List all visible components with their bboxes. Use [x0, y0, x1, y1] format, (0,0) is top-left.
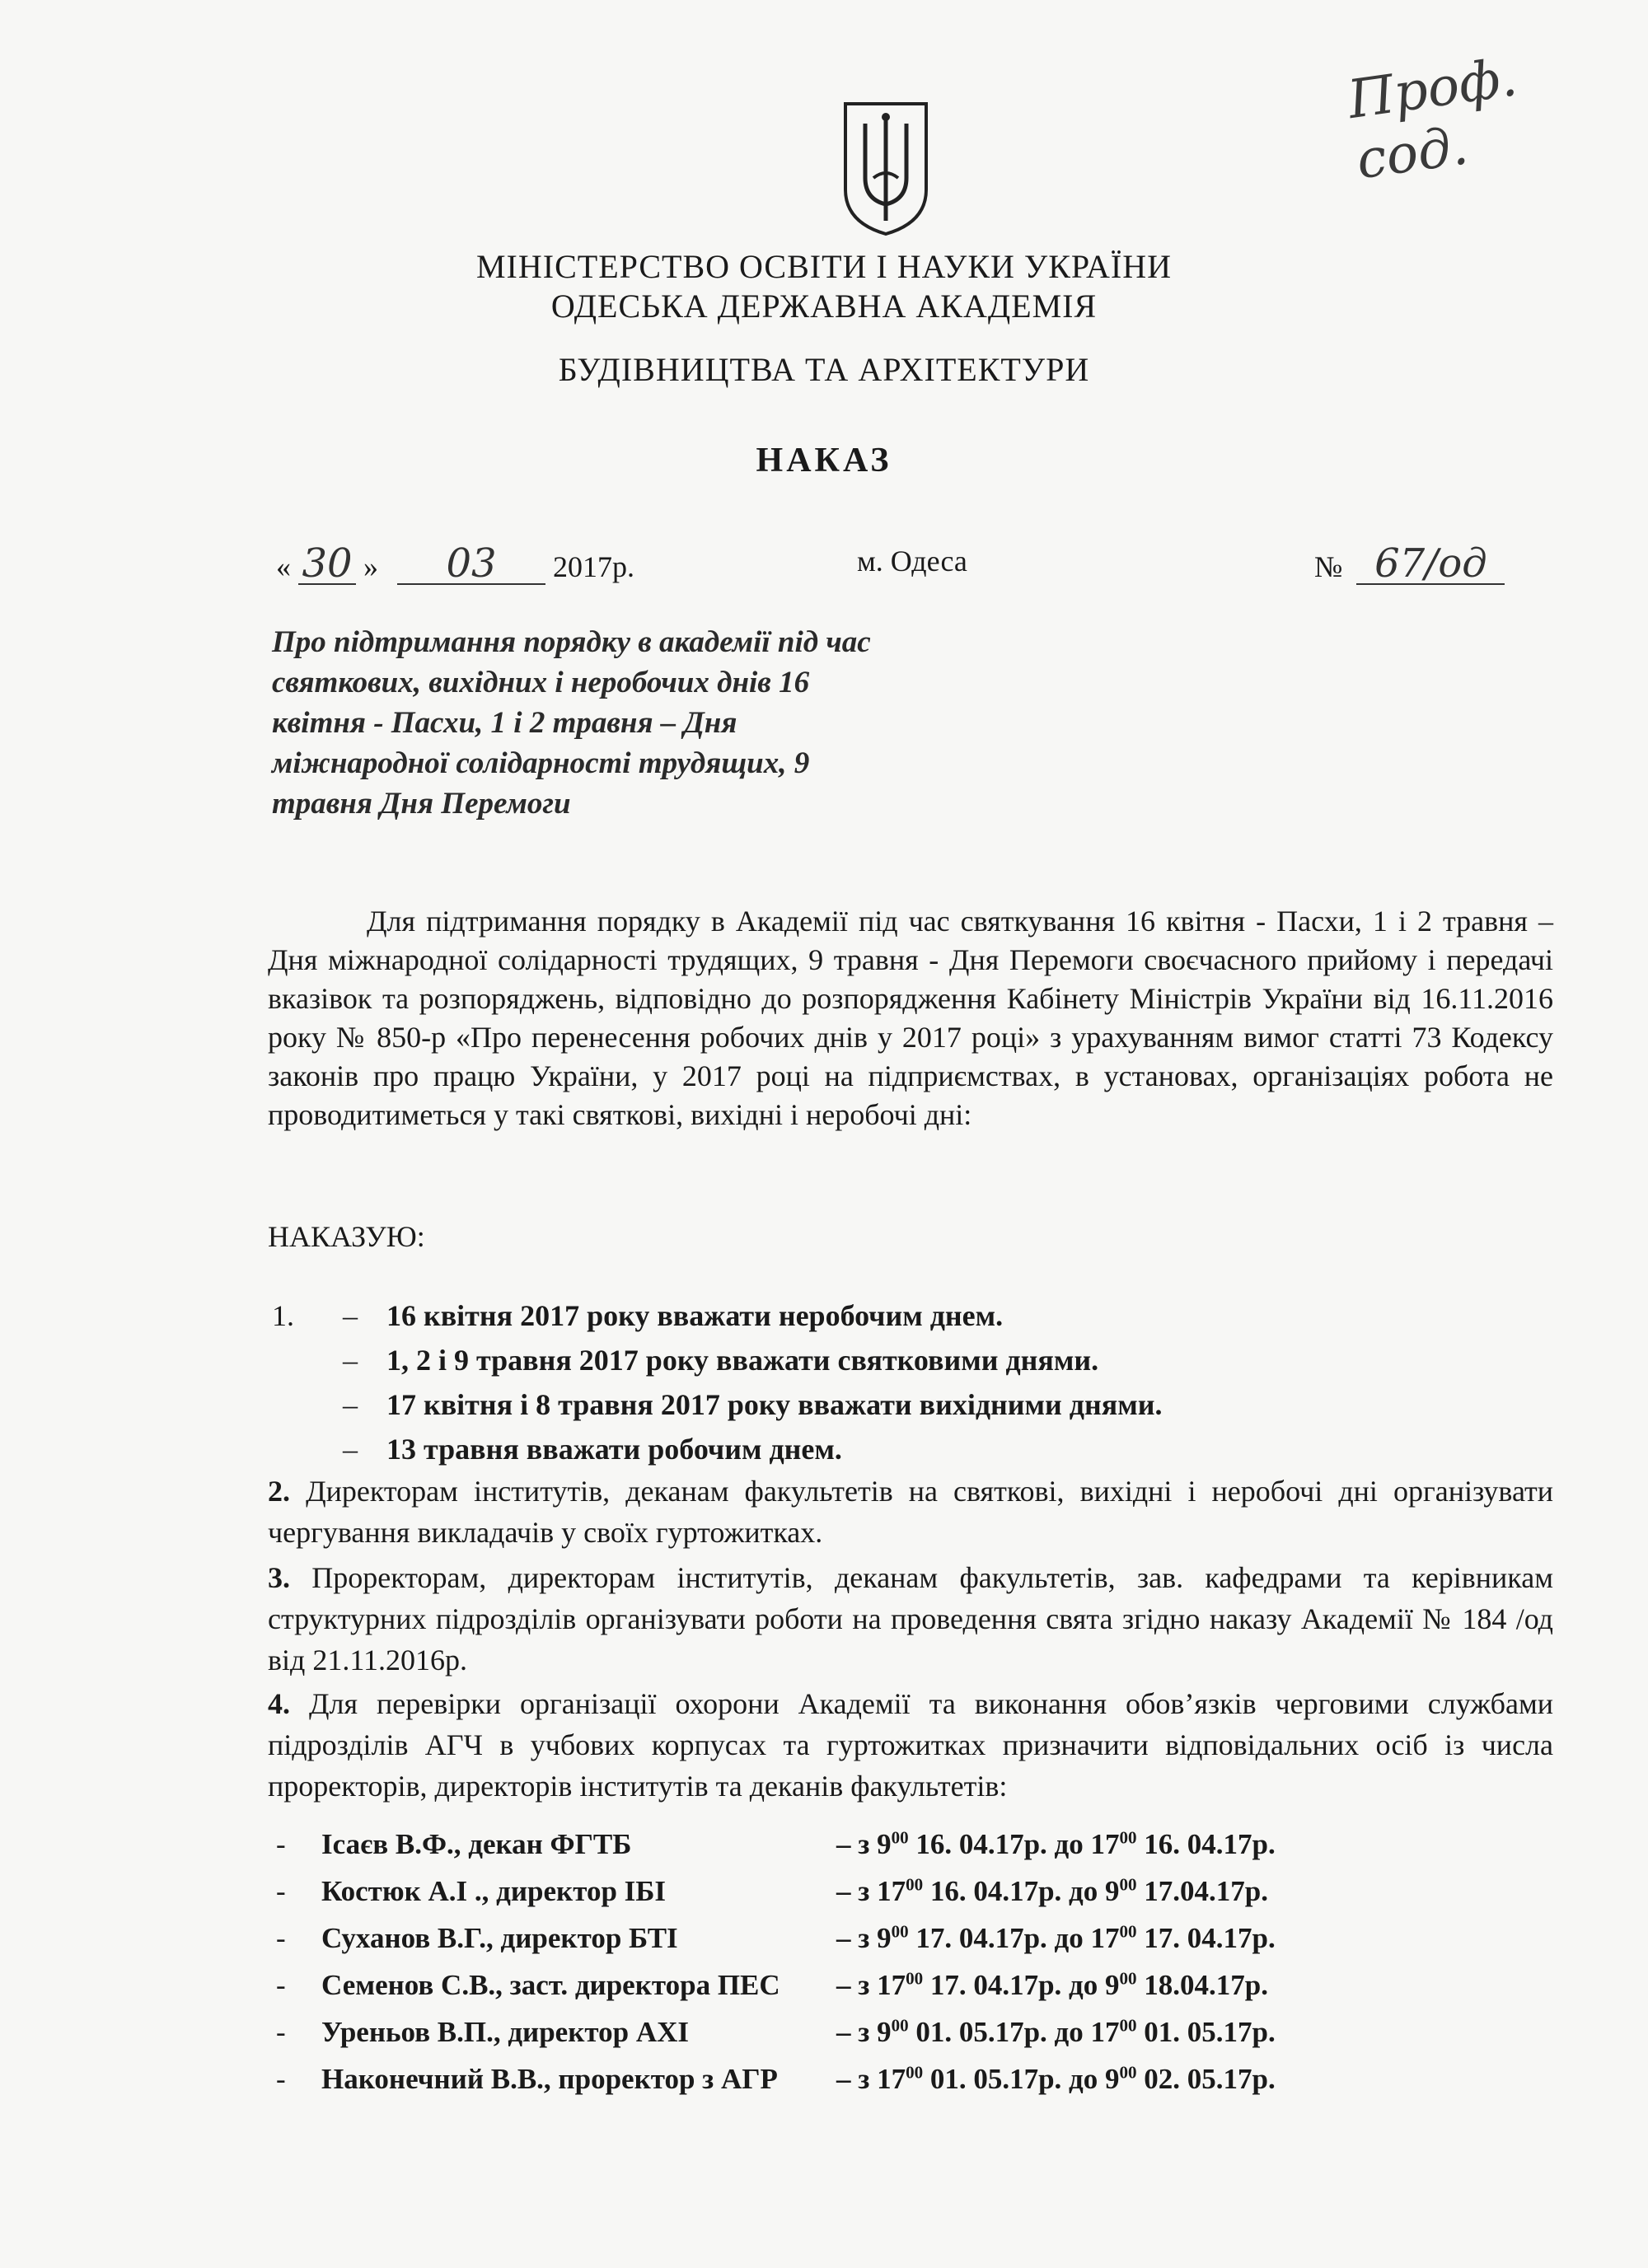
duty-to-date: 17. 04.17р.: [1144, 1922, 1276, 1954]
duty-to-min: 00: [1119, 1827, 1137, 1848]
duty-to-date: 16. 04.17р.: [1144, 1828, 1276, 1860]
date-day: 30: [298, 544, 356, 585]
duty-to-hour: 9: [1105, 1875, 1120, 1907]
duty-period: [836, 1962, 1268, 2008]
duty-from-min: 00: [891, 1827, 909, 1848]
duty-period: [836, 2055, 1276, 2102]
date-block: [276, 540, 634, 587]
duty-to-hour: 17: [1090, 1922, 1120, 1954]
city: м. Одеса: [857, 545, 967, 578]
academy-name-line1: ОДЕСЬКА ДЕРЖАВНА АКАДЕМІЯ: [550, 288, 1098, 325]
duty-row: [276, 1821, 1512, 1868]
duty-from-min: 00: [891, 2015, 909, 2036]
duty-to-date: 02. 05.17р.: [1144, 2063, 1276, 2095]
item-1: [272, 1293, 1508, 1471]
duty-from-hour: 17: [877, 2063, 906, 2095]
duty-from-min: 00: [891, 1921, 909, 1942]
date-month: 03: [397, 544, 545, 585]
document-title: НАКАЗ: [756, 442, 892, 479]
order-number: [1314, 540, 1505, 587]
duty-from-label: – з: [836, 1969, 870, 2001]
duty-from-label: – з: [836, 2016, 870, 2048]
duty-period: [836, 1821, 1276, 1868]
duty-from-hour: 17: [877, 1969, 906, 2001]
item-dash: –: [343, 1388, 358, 1421]
duty-dash: -: [276, 1828, 286, 1860]
duty-person: Семенов С.В., заст. директора ПЕС: [321, 1969, 780, 2001]
item-1-line: [272, 1293, 1508, 1338]
duty-to-date: 18.04.17р.: [1144, 1969, 1268, 2001]
number-value: 67/од: [1356, 544, 1505, 585]
item-dash: –: [343, 1344, 358, 1377]
date-open-quote: «: [276, 550, 291, 583]
duty-from-label: – з: [836, 1922, 870, 1954]
item-1-line: [272, 1338, 1508, 1382]
duty-to-label: до: [1069, 2063, 1098, 2095]
duty-person: Суханов В.Г., директор БТІ: [321, 1922, 678, 1954]
item-2: [268, 1471, 1553, 1553]
duty-from-date: 17. 04.17р.: [915, 1922, 1047, 1954]
item-dash: –: [343, 1299, 358, 1332]
duty-to-label: до: [1054, 2016, 1084, 2048]
item-4-text: Для перевірки організації охорони Академії та виконання обов’язків черговими службами підрозділів АГЧ в учбових корпусах та гуртожитках призначити відповідальних осіб із числа проректорів, директорів інститутів та деканів факультетів:: [268, 1687, 1554, 1803]
date-close-quote: »: [363, 550, 378, 583]
duty-to-label: до: [1069, 1875, 1098, 1907]
duty-dash: -: [276, 2016, 286, 2048]
coat-of-arms-emblem: [840, 99, 931, 239]
duty-row: [276, 2008, 1512, 2055]
duty-to-label: до: [1069, 1969, 1098, 2001]
duty-to-hour: 9: [1105, 1969, 1120, 2001]
duty-to-hour: 17: [1090, 1828, 1120, 1860]
duty-row: [276, 1868, 1512, 1915]
duty-from-date: 01. 05.17р.: [915, 2016, 1047, 2048]
item-1-line: [272, 1427, 1508, 1471]
date-year: 2017р.: [553, 550, 634, 583]
order-directive-heading: НАКАЗУЮ:: [268, 1220, 425, 1253]
duty-to-label: до: [1054, 1922, 1084, 1954]
duty-from-min: 00: [906, 1874, 924, 1895]
academy-name-line2: БУДІВНИЦТВА ТА АРХІТЕКТУРИ: [558, 351, 1090, 388]
duty-to-hour: 9: [1105, 2063, 1120, 2095]
duty-period: [836, 1915, 1276, 1962]
duty-period: [836, 1868, 1268, 1915]
duty-person: Наконечний В.В., проректор з АГР: [321, 2063, 778, 2095]
duty-dash: -: [276, 1875, 286, 1907]
duty-from-label: – з: [836, 2063, 870, 2095]
item-2-text: Директорам інститутів, деканам факультетів на святкові, вихідні і неробочі дні організувати чергування викладачів у своїх гуртожитках.: [268, 1475, 1554, 1549]
number-label: №: [1314, 550, 1343, 583]
duty-from-date: 01. 05.17р.: [929, 2063, 1062, 2095]
duty-row: [276, 1915, 1512, 1962]
duty-dash: -: [276, 1922, 286, 1954]
duty-from-min: 00: [906, 1968, 924, 1989]
duty-to-min: 00: [1119, 1921, 1137, 1942]
item-1-text: 17 квітня і 8 травня 2017 року вважати вихідними днями.: [386, 1388, 1163, 1421]
duty-to-hour: 17: [1090, 2016, 1120, 2048]
duty-to-min: 00: [1119, 1968, 1137, 1989]
duty-from-date: 17. 04.17р.: [929, 1969, 1062, 2001]
duty-from-hour: 9: [877, 1828, 892, 1860]
handwritten-corner-note: Проф. сод.: [1344, 47, 1521, 192]
duty-from-hour: 9: [877, 1922, 892, 1954]
item-2-number: 2.: [268, 1475, 290, 1508]
order-subject: Про підтримання порядку в академії під час святкових, вихідних і неробочих днів 16 квітня - Пасхи, 1 і 2 травня – Дня міжнародної солідарності трудящих, 9 травня Дня Перемоги: [272, 625, 871, 821]
item-1-text: 16 квітня 2017 року вважати неробочим днем.: [386, 1299, 1004, 1332]
ministry-name: МІНІСТЕРСТВО ОСВІТИ І НАУКИ УКРАЇНИ: [475, 248, 1172, 285]
item-dash: –: [343, 1433, 358, 1466]
item-1-line: [272, 1382, 1508, 1427]
duty-dash: -: [276, 1969, 286, 2001]
duty-person: Ісаєв В.Ф., декан ФГТБ: [321, 1828, 632, 1860]
duty-from-hour: 17: [877, 1875, 906, 1907]
item-4-number: 4.: [268, 1687, 290, 1720]
duty-dash: -: [276, 2063, 286, 2095]
duty-period: [836, 2008, 1276, 2055]
duty-person: Уреньов В.П., директор АХІ: [321, 2016, 689, 2048]
duty-to-min: 00: [1119, 2062, 1137, 2083]
duty-person: Костюк А.І ., директор ІБІ: [321, 1875, 667, 1907]
duty-from-label: – з: [836, 1875, 870, 1907]
item-3: [268, 1557, 1553, 1681]
duty-to-label: до: [1054, 1828, 1084, 1860]
item-1-number: 1.: [272, 1299, 294, 1332]
duty-to-date: 01. 05.17р.: [1144, 2016, 1276, 2048]
duty-roster: [276, 1821, 1512, 2102]
item-3-text: Проректорам, директорам інститутів, деканам факультетів, зав. кафедрами та керівникам структурних підрозділів організувати роботи на проведення свята згідно наказу Академії № 184 /од від 21.11.2016р.: [268, 1561, 1553, 1676]
duty-from-label: – з: [836, 1828, 870, 1860]
duty-to-min: 00: [1119, 2015, 1137, 2036]
duty-row: [276, 1962, 1512, 2008]
item-4: [268, 1683, 1553, 1807]
preamble-paragraph: Для підтримання порядку в Академії під час святкування 16 квітня - Пасхи, 1 і 2 травня – Дня міжнародної солідарності трудящих, 9 травня - Дня Перемоги своєчасного прийому і передачі вказівок та розпоряджень, відповідно до розпорядження Кабінету Міністрів України від 16.11.2016 року № 850-р «Про перенесення робочих днів у 2017 році» з урахуванням вимог статті 73 Кодексу законів про працю України, у 2017 році на підприємствах, в установах, організаціях робота не проводитиметься у такі святкові, вихідні і неробочі дні:: [268, 905, 1553, 1131]
duty-to-date: 17.04.17р.: [1144, 1875, 1268, 1907]
item-1-text: 1, 2 і 9 травня 2017 року вважати святковими днями.: [386, 1344, 1099, 1377]
item-3-number: 3.: [268, 1561, 290, 1594]
duty-from-min: 00: [906, 2062, 924, 2083]
duty-row: [276, 2055, 1512, 2102]
duty-from-date: 16. 04.17р.: [915, 1828, 1047, 1860]
duty-from-date: 16. 04.17р.: [929, 1875, 1062, 1907]
duty-to-min: 00: [1119, 1874, 1137, 1895]
duty-from-hour: 9: [877, 2016, 892, 2048]
item-1-text: 13 травня вважати робочим днем.: [386, 1433, 842, 1466]
